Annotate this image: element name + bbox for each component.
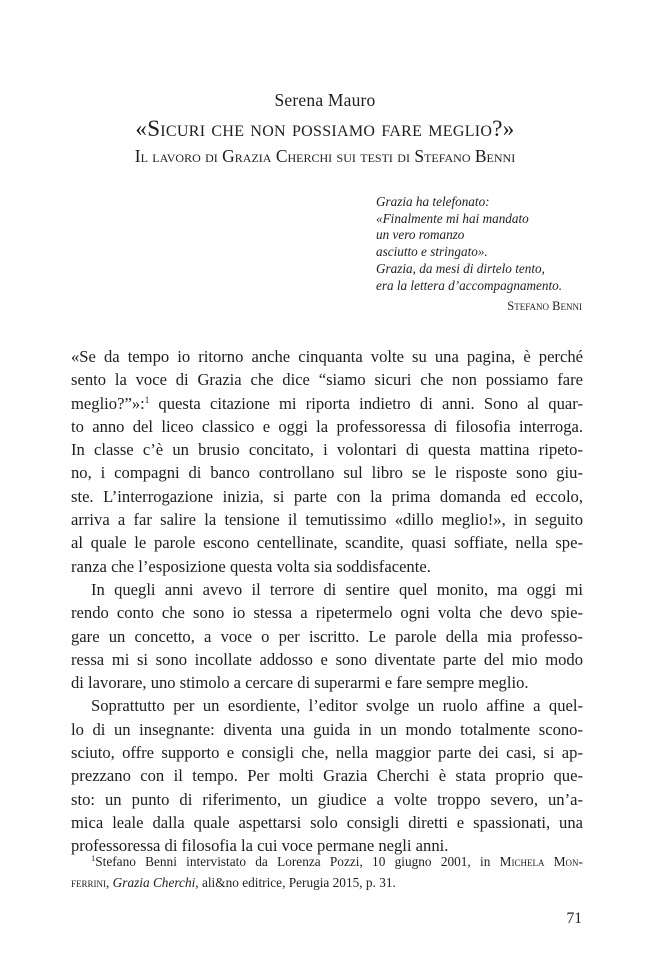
paragraph-line: In classe c’è un brusio concitato, i volontari di questa mattina ripeto- [71,440,583,460]
footnote [71,852,583,893]
footnote-line [71,852,583,873]
paragraph-line: no, i compagni di banco controllano sul libro se le risposte sono giu- [71,463,583,483]
paragraph-line: gare un concetto, a voce o per iscritto. Le parole della mia professo- [71,626,583,646]
chapter-title: «Sicuri che non possiamo fare meglio?» [135,116,515,141]
epigraph-line: asciutto e stringato». [376,244,488,260]
paragraph-line: di lavorare, uno stimolo a cercare di superarmi e fare sempre meglio. [71,673,529,693]
paragraph-line: rendo conto che sono io stessa a ripetermelo ogni volta che devo spie- [71,603,583,623]
footnote-line [71,873,583,894]
epigraph-line: Grazia ha telefonato: [376,194,490,209]
epigraph-line: Grazia, da mesi di dirtelo tento, [376,260,545,276]
paragraph-line: ressa mi si sono incollate addosso e sono diventate parte del mio modo [71,649,583,669]
paragraph-line: arriva a far salire la tensione il temutissimo «dillo meglio!», in seguito [71,510,583,530]
paragraph-line: ranza che l’esposizione questa volta sia soddisfacente. [71,556,431,576]
epigraph [376,194,606,313]
paragraph-line: to anno del liceo classico e oggi la professoressa di filosofia interroga. [71,416,583,436]
text-segment: meglio?”»: [71,393,145,413]
chapter-subtitle: Il lavoro di Grazia Cherchi sui testi di Stefano Benni [134,146,516,166]
epigraph-line: un vero romanzo [376,227,465,243]
epigraph-line: «Finalmente mi hai mandato [376,210,529,226]
body-text [71,345,583,858]
text-segment: questa citazione mi riporta indietro di anni. Sono al quar- [149,393,583,413]
chapter-author: Serena Mauro [274,90,376,110]
paragraph-line: Soprattutto per un esordiente, l’editor svolge un ruolo affine a quel- [91,696,583,716]
paragraph-line: mica leale dalla quale aspettarsi solo consigli diretti e spassionati, una [71,812,583,832]
paragraph-line: sciuto, offre supporto e consigli che, nella maggior parte dei casi, si ap- [71,743,583,763]
paragraph-line: sto: un punto di riferimento, un giudice a volte troppo severo, un’a- [71,789,583,809]
footnote-text: , ali&no editrice, Perugia 2015, p. 31. [195,874,396,890]
epigraph-attribution: Stefano Benni [507,299,582,313]
page-number: 71 [566,910,582,927]
footnote-text: , [106,874,113,890]
paragraph-line: professoressa di filosofia la cui voce permane negli anni. [71,836,449,856]
footnote-book-title: Grazia Cherchi [112,874,196,890]
footnote-number: 1 [91,853,96,863]
paragraph-line: lo di un insegnante: diventa una guida in un mondo totalmente scono- [71,719,583,739]
paragraph-line: al quale le parole escono centellinate, scandite, quasi soffiate, nella spe- [71,533,583,553]
paragraph-line: sento la voce di Grazia che dice “siamo sicuri che non possiamo fare [71,370,583,390]
footnote-cited-author: Michela Mon- [499,854,583,869]
paragraph-line: In quegli anni avevo il terrore di sentire quel monito, ma oggi mi [91,579,583,599]
footnote-reference[interactable]: 1 [144,394,150,405]
footnote-text: Stefano Benni intervistato da Lorenza Pozzi, 10 giugno 2001, in [95,854,500,869]
paragraph-line: prezzano con il tempo. Per molti Grazia Cherchi è stata proprio que- [71,766,583,786]
paragraph-line [71,392,583,415]
footnote-cited-author: ferrini [71,874,107,890]
paragraph-line: «Se da tempo io ritorno anche cinquanta volte su una pagina, è perché [71,347,583,366]
epigraph-line: era la lettera d’accompagnamento. [376,277,563,293]
paragraph-line: ste. L’interrogazione inizia, si parte con la prima domanda ed eccolo, [71,486,583,506]
